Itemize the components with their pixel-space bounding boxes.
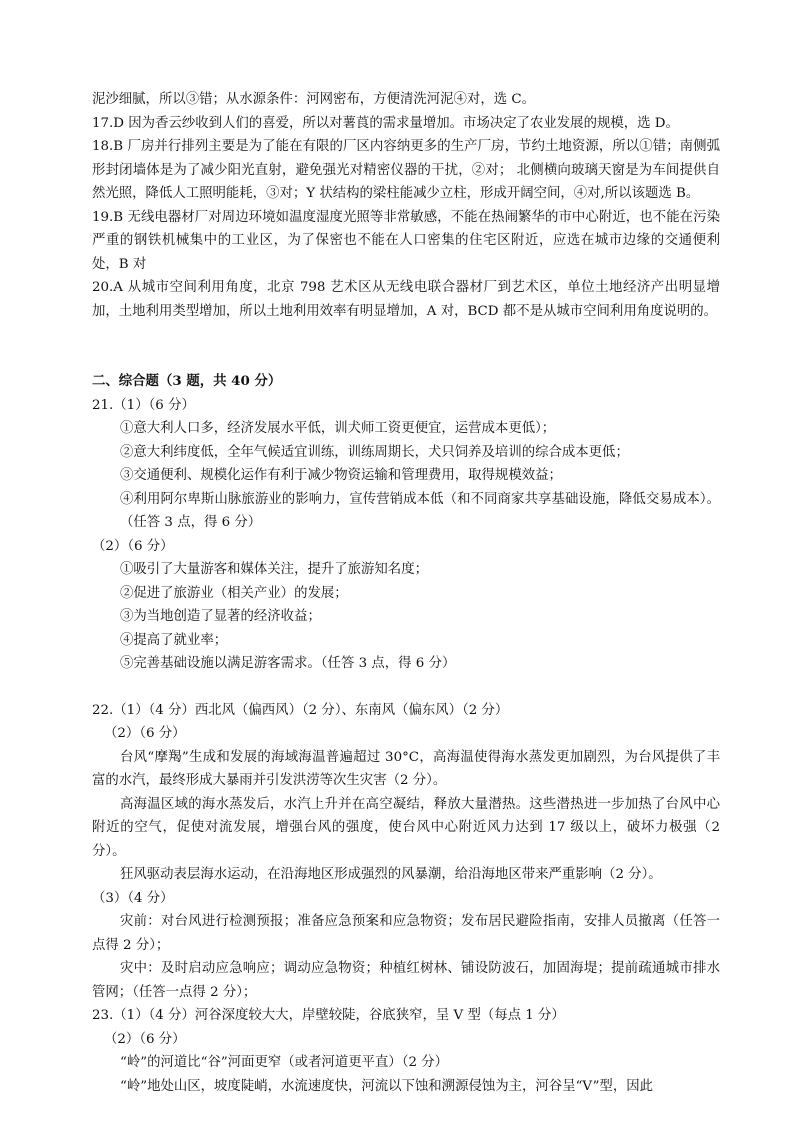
q21-point-2: ②意大利纬度低，全年气候适宜训练，训练周期长，犬只饲养及培训的综合成本更低；	[120, 444, 629, 460]
q21-part2-heading: （2）（6 分）	[92, 538, 174, 554]
answer-17: 17.D 因为香云纱收到人们的喜爱，所以对薯莨的需求量增加。市场决定了农业发展的规模，选 D。	[92, 115, 679, 131]
q23-2-line-2: “岭”地处山区，坡度陡峭，水流速度快，河流以下蚀和溯源侵蚀为主，河谷呈“V”型，因此	[120, 1078, 653, 1094]
answer-18: 18.B 厂房并行排列主要是为了能在有限的厂区内容纳更多的生产厂房，节约土地资源，所以①错；南侧弧形封闭墙体是为了减少阳光直射，避免强光对精密仪器的干扰，②对； 北侧横向玻璃天窗是为车间提供自然光照，降低人工照明能耗，③对；Y 状结构的梁柱能减少立柱，形成开阔空间，④对,所以该题选 B。	[92, 139, 720, 201]
q22-2-para-3: 狂风驱动表层海水运动，在沿海地区形成强烈的风暴潮，给沿海地区带来严重影响（2 分）。	[120, 867, 662, 882]
q22-part2-heading: （2）（6 分）	[104, 726, 186, 741]
q21-point-4: ④利用阿尔卑斯山脉旅游业的影响力，宣传营销成本低（和不同商家共享基础设施，降低交易成本）。（任答 3 点，得 6 分）	[120, 491, 720, 530]
answer-19: 19.B 无线电器材厂对周边环境如温度湿度光照等非常敏感，不能在热闹繁华的市中心附近，也不能在污染严重的钢铁机械集中的工业区，为了保密也不能在人口密集的住宅区附近，应选在城市边缘的交通便利处，B 对	[92, 209, 720, 272]
section-heading: 二、综合题（3 题，共 40 分）	[92, 373, 282, 389]
q22-2-para-1: 台风“摩羯”生成和发展的海域海温普遍超过 30°C，高海温使得海水蒸发更加剧烈，为台风提供了丰富的水汽，最终形成大暴雨并引发洪涝等次生灾害（2 分）。	[92, 749, 720, 788]
q21-2-point-2: ②促进了旅游业（相关产业）的发展；	[120, 585, 348, 601]
q22-2-para-2: 高海温区域的海水蒸发后，水汽上升并在高空凝结，释放大量潜热。这些潜热进一步加热了台风中心附近的空气，促使对流发展，增强台风的强度，使台风中心附近风力达到 17 级以上，破坏力极强（2 分）。	[92, 796, 720, 859]
q23-part1: 23.（1）（4 分）河谷深度较大大，岸壁较陡，谷底狭窄，呈 V 型（每点 1 分）	[92, 1008, 565, 1023]
q21-2-point-4: ④提高了就业率；	[120, 632, 228, 648]
q22-part1: 22.（1）（4 分）西北风（偏西风）（2 分）、东南风（偏东风）（2 分）	[92, 702, 509, 718]
q22-3-before: 灾前：对台风进行检测预报；准备应急预案和应急物资；发布居民避险指南，安排人员撤离（任答一点得 2 分）；	[92, 914, 720, 953]
q23-2-line-1: “岭”的河道比“谷”河面更窄（或者河道更平直）（2 分）	[120, 1055, 449, 1070]
q23-part2-heading: （2）（6 分）	[104, 1031, 186, 1047]
q22-3-during: 灾中：及时启动应急响应；调动应急物资；种植红树林、铺设防波石，加固海堤；提前疏通城市排水管网；（任答一点得 2 分）；	[92, 961, 720, 1000]
q22-part3-heading: （3）（4 分）	[92, 890, 174, 906]
q21-2-point-5: ⑤完善基础设施以满足游客需求。（任答 3 点，得 6 分）	[120, 656, 456, 671]
q21-part1-heading: 21.（1）（6 分）	[92, 397, 195, 413]
answer-16-continued: 泥沙细腻，所以③错；从水源条件：河网密布，方便清洗河泥④对，选 C。	[92, 92, 535, 107]
q21-point-1: ①意大利人口多，经济发展水平低，训犬师工资更便宜，运营成本更低）；	[120, 421, 556, 436]
q21-2-point-3: ③为当地创造了显著的经济收益；	[120, 609, 321, 624]
answer-20: 20.A 从城市空间利用角度，北京 798 艺术区从无线电联合器材厂到艺术区，单位土地经济产出明显增加，土地利用类型增加，所以土地利用效率有明显增加，A 对，BCD 都不是从城市空间利用角度说明的。	[92, 280, 720, 319]
q21-2-point-1: ①吸引了大量游客和媒体关注，提升了旅游知名度；	[120, 562, 428, 577]
q21-point-3: ③交通便利、规模化运作有利于减少物资运输和管理费用，取得规模效益；	[120, 468, 562, 483]
